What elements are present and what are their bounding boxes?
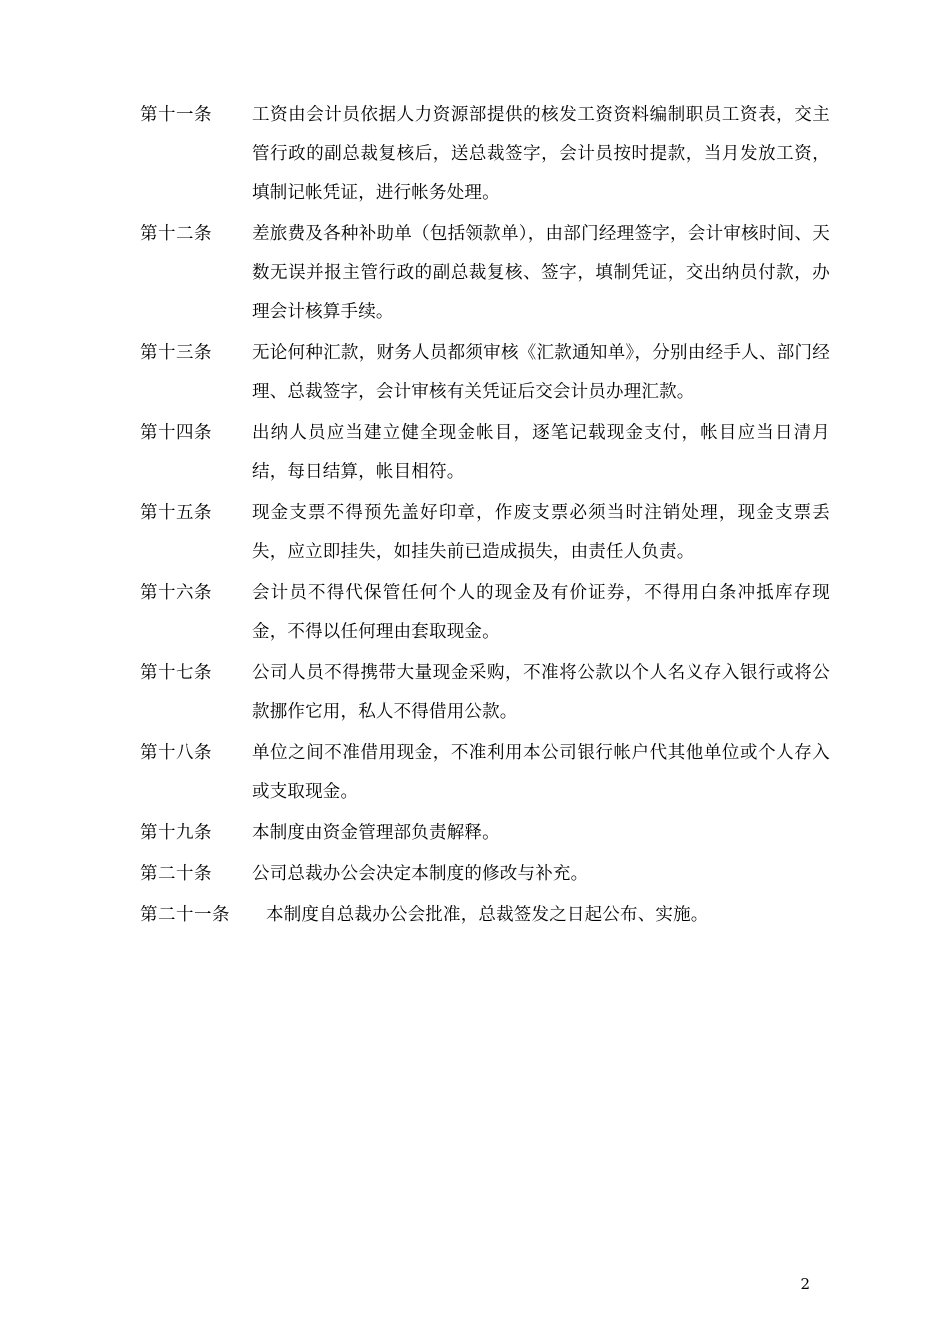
clause-label: 第十六条 (140, 583, 212, 603)
clause-item (140, 494, 830, 572)
clause-label: 第二十条 (140, 864, 212, 884)
clause-label: 第十九条 (140, 823, 212, 843)
clause-label: 第十七条 (140, 663, 212, 683)
clause-label: 第十一条 (140, 105, 212, 125)
clause-item (140, 414, 830, 492)
clause-item (140, 96, 830, 213)
clause-text: 本制度由资金管理部负责解释。 (252, 823, 500, 843)
clause-label: 第二十一条 (140, 905, 230, 925)
clause-item (140, 574, 830, 652)
clause-item (140, 734, 830, 812)
clause-item (140, 654, 830, 732)
clause-label: 第十四条 (140, 423, 212, 443)
clause-item (140, 334, 830, 412)
clause-text: 单位之间不准借用现金，不准利用本公司银行帐户代其他单位或个人存入或支取现金。 (252, 743, 830, 802)
clause-item (140, 896, 830, 935)
clause-text: 公司总裁办公会决定本制度的修改与补充。 (252, 864, 589, 884)
clause-label: 第十八条 (140, 743, 212, 763)
clause-text: 出纳人员应当建立健全现金帐目，逐笔记载现金支付，帐目应当日清月结，每日结算，帐目相符。 (252, 423, 830, 482)
clause-text: 差旅费及各种补助单（包括领款单），由部门经理签字，会计审核时间、天数无误并报主管行政的副总裁复核、签字，填制凭证，交出纳员付款，办理会计核算手续。 (252, 224, 830, 322)
clause-text: 本制度自总裁办公会批准，总裁签发之日起公布、实施。 (266, 905, 709, 925)
clause-text: 工资由会计员依据人力资源部提供的核发工资资料编制职员工资表，交主管行政的副总裁复核后，送总裁签字，会计员按时提款，当月发放工资，填制记帐凭证，进行帐务处理。 (252, 105, 830, 203)
clause-label: 第十二条 (140, 224, 212, 244)
clause-item (140, 814, 830, 853)
clause-text: 会计员不得代保管任何个人的现金及有价证券，不得用白条冲抵库存现金，不得以任何理由套取现金。 (252, 583, 830, 642)
clause-label: 第十五条 (140, 503, 212, 523)
clause-text: 公司人员不得携带大量现金采购，不准将公款以个人名义存入银行或将公款挪作它用，私人不得借用公款。 (252, 663, 830, 722)
clause-item (140, 215, 830, 332)
clause-text: 现金支票不得预先盖好印章，作废支票必须当时注销处理，现金支票丢失，应立即挂失，如挂失前已造成损失，由责任人负责。 (252, 503, 830, 562)
clause-item (140, 855, 830, 894)
page-number: 2 (800, 1275, 810, 1293)
clause-text: 无论何种汇款，财务人员都须审核《汇款通知单》，分别由经手人、部门经理、总裁签字，会计审核有关凭证后交会计员办理汇款。 (252, 343, 830, 402)
clause-label: 第十三条 (140, 343, 212, 363)
